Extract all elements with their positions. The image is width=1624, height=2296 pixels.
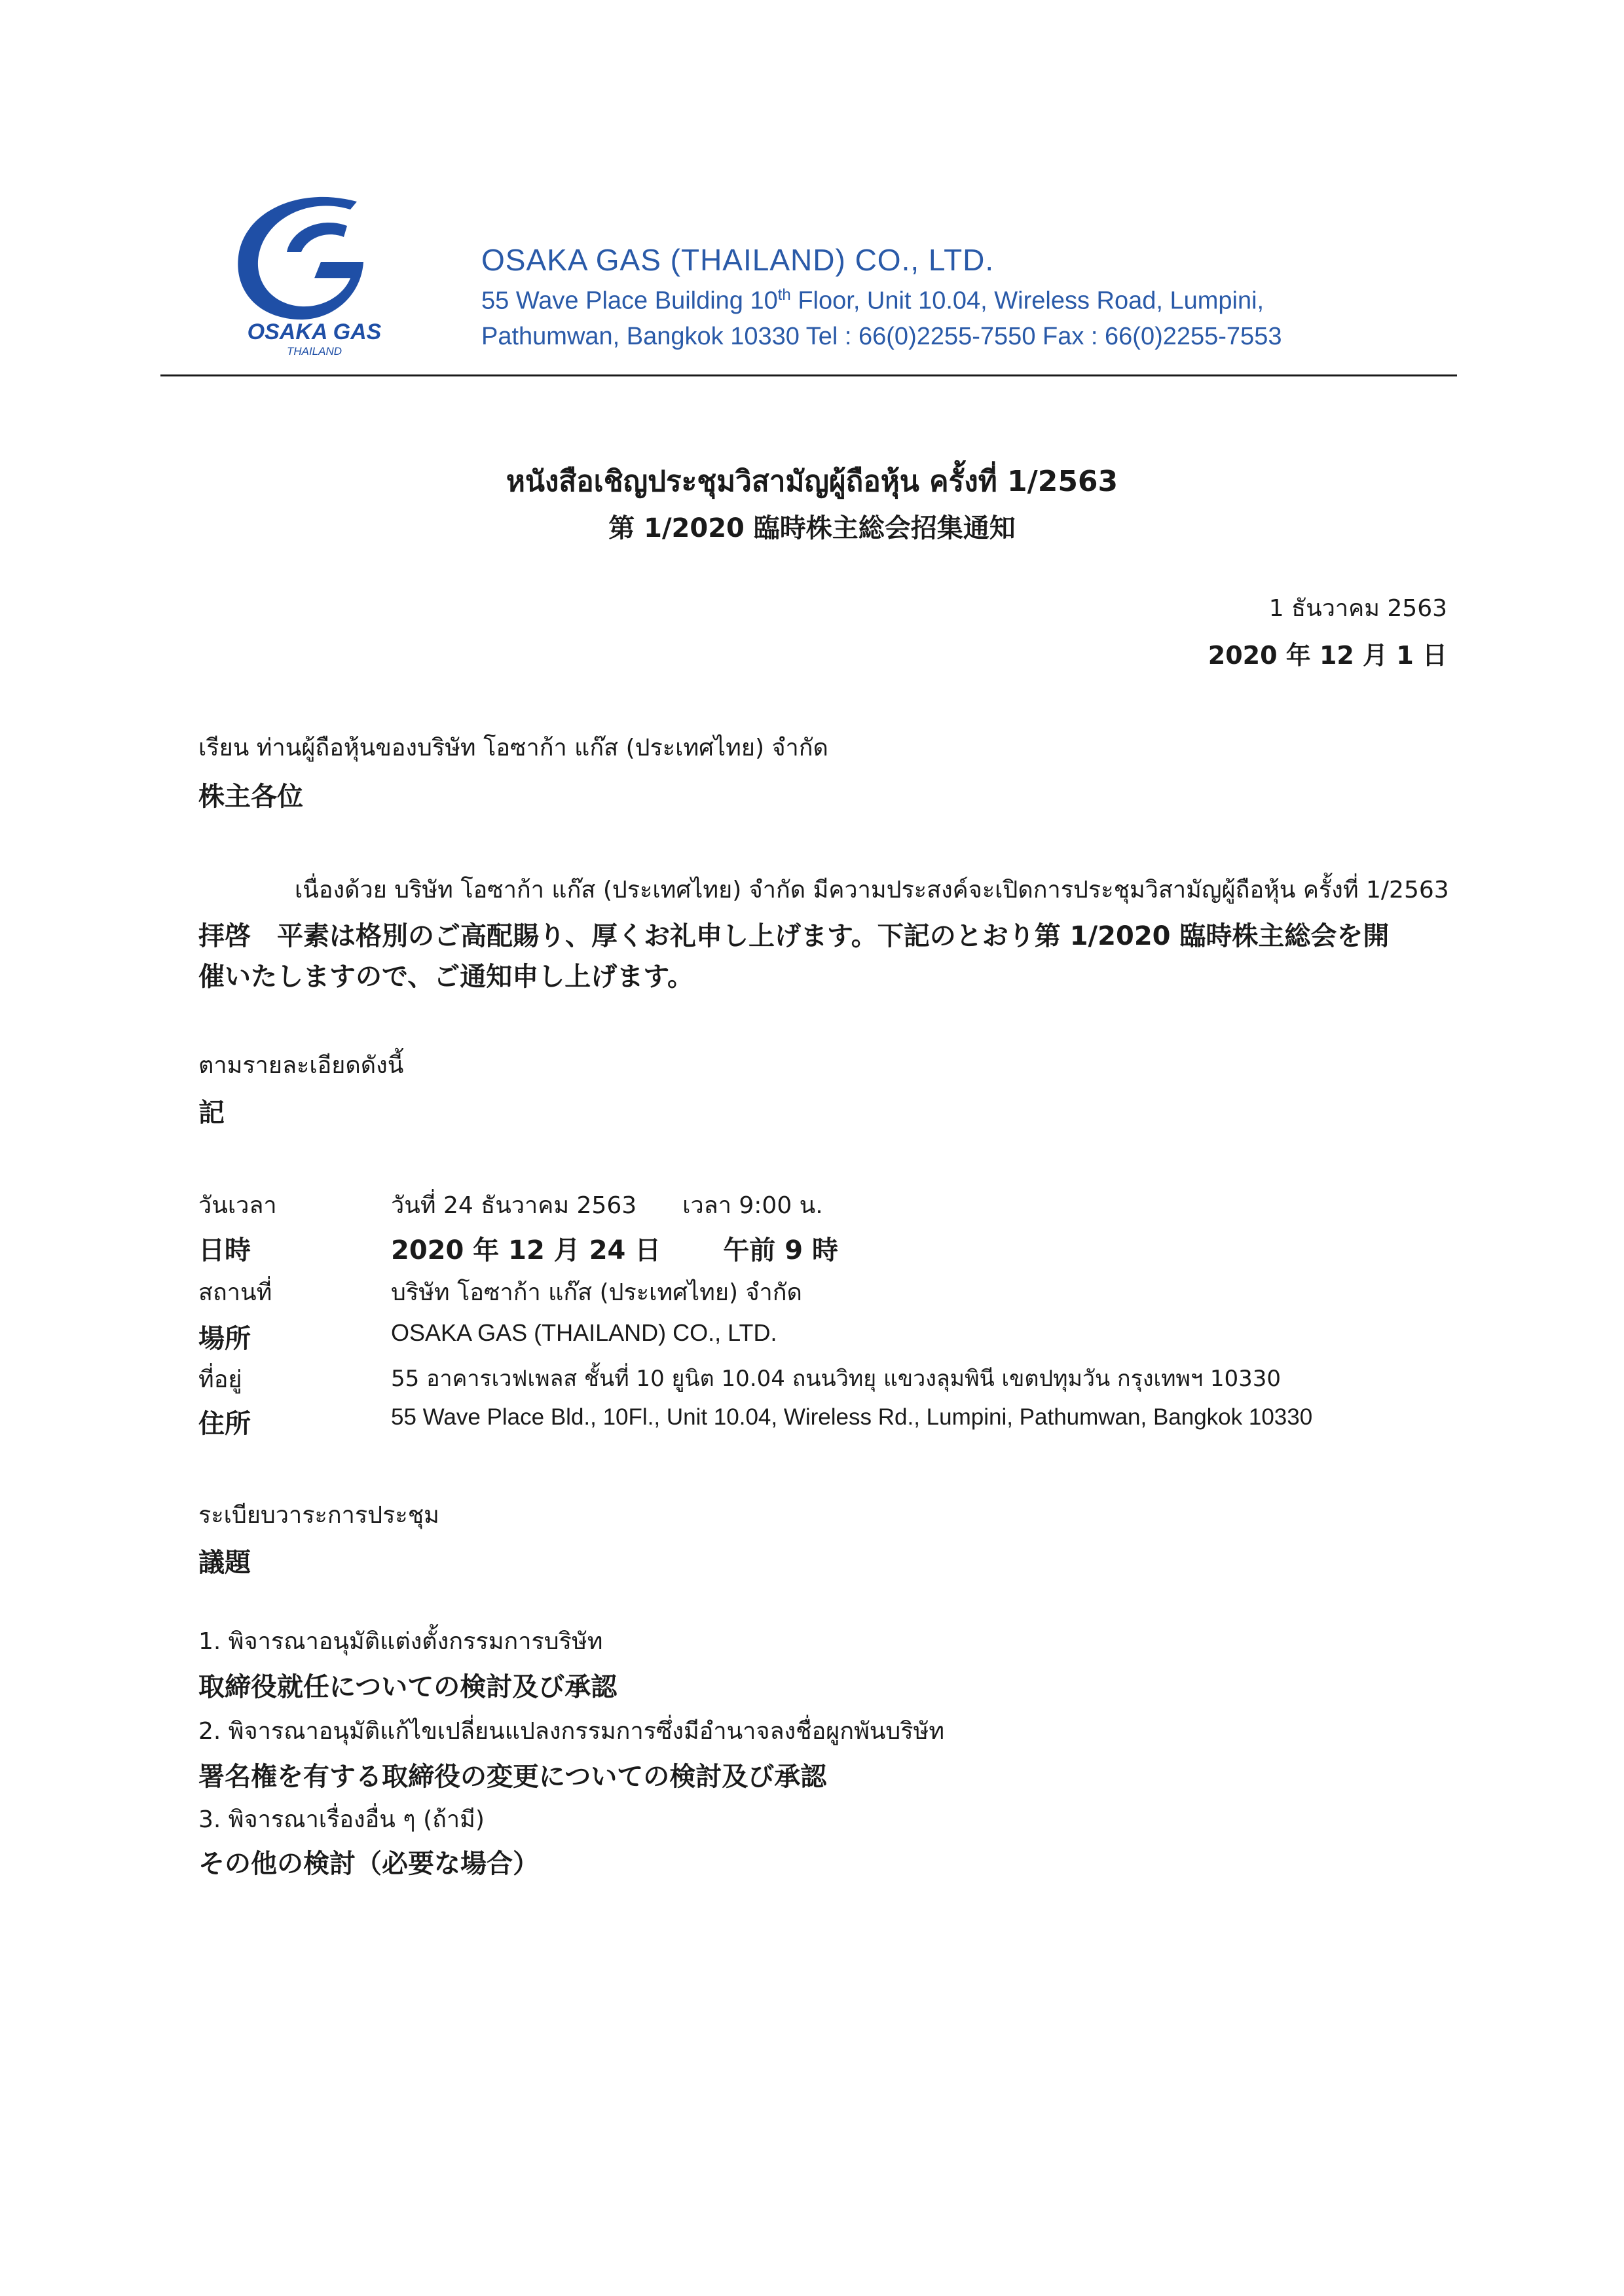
- datetime-value-thai: [391, 1186, 823, 1224]
- place-label-japanese: 場所: [198, 1324, 251, 1354]
- address-value-japanese: 55 Wave Place Bld., 10Fl., Unit 10.04, Wireless Rd., Lumpini, Pathumwan, Bangkok 10330: [391, 1404, 1313, 1430]
- agenda-item-thai: 2. พิจารณาอนุมัติแก้ไขเปลี่ยนแปลงกรรมการซึ่งมีอำนาจลงชื่อผูกพันบริษัท: [198, 1718, 945, 1745]
- address-line1-sup: th: [777, 286, 791, 304]
- address-label-japanese: 住所: [198, 1409, 251, 1439]
- agenda-item-japanese: その他の検討（必要な場合）: [198, 1849, 539, 1879]
- datetime-label-thai: วันเวลา: [198, 1192, 277, 1219]
- intro-thai: เนื่องด้วย บริษัท โอซาก้า แก๊ส (ประเทศไทย) จำกัด มีความประสงค์จะเปิดการประชุมวิสามัญผู้ถือหุ้น ครั้งที่ 1/2563: [295, 877, 1449, 903]
- intro-japanese-line2: 催いたしますので、ご通知申し上げます。: [198, 962, 693, 992]
- intro-japanese-line1: 拝啓 平素は格別のご高配賜り、厚くお礼申し上げます。下記のとおり第 1/2020 臨時株主総会を開: [198, 921, 1390, 951]
- place-label-thai: สถานที่: [198, 1279, 272, 1306]
- title-thai: หนังสือเชิญประชุมวิสามัญผู้ถือหุ้น ครั้งที่ 1/2563: [506, 465, 1118, 498]
- address-label-thai: ที่อยู่: [198, 1366, 242, 1393]
- agenda-item-japanese: 取締役就任についての検討及び承認: [198, 1672, 618, 1702]
- datetime-value-japanese: [391, 1230, 838, 1267]
- details-heading-japanese: 記: [198, 1098, 225, 1128]
- address-line1-post: Floor, Unit 10.04, Wireless Road, Lumpini,: [790, 287, 1264, 315]
- agenda-heading-japanese: 議題: [198, 1548, 251, 1578]
- osaka-gas-logo-icon: [216, 190, 413, 360]
- address-line1-pre: 55 Wave Place Building 10: [481, 287, 778, 315]
- title-japanese: 第 1/2020 臨時株主総会招集通知: [608, 513, 1016, 543]
- company-address-line1: [481, 286, 1264, 316]
- date-thai: 1 ธันวาคม 2563: [1268, 595, 1447, 622]
- datetime-time-thai: เวลา 9:00 น.: [682, 1192, 823, 1219]
- logo-text: OSAKA GAS: [247, 319, 382, 344]
- company-logo: [216, 190, 413, 360]
- datetime-time-japanese: 午前 9 時: [723, 1235, 838, 1266]
- datetime-label-japanese: 日時: [198, 1235, 251, 1266]
- agenda-heading-thai: ระเบียบวาระการประชุม: [198, 1502, 439, 1529]
- logo-subtext: THAILAND: [286, 345, 342, 357]
- place-value-japanese: OSAKA GAS (THAILAND) CO., LTD.: [391, 1319, 777, 1346]
- company-address-line2: Pathumwan, Bangkok 10330 Tel : 66(0)2255-7550 Fax : 66(0)2255-7553: [481, 323, 1282, 350]
- salutation-thai: เรียน ท่านผู้ถือหุ้นของบริษัท โอซาก้า แก๊ส (ประเทศไทย) จำกัด: [198, 735, 828, 761]
- datetime-date-thai: วันที่ 24 ธันวาคม 2563: [391, 1192, 637, 1219]
- header-divider: [160, 374, 1457, 376]
- agenda-item-thai: 1. พิจารณาอนุมัติแต่งตั้งกรรมการบริษัท: [198, 1628, 603, 1655]
- place-value-thai: บริษัท โอซาก้า แก๊ส (ประเทศไทย) จำกัด: [391, 1279, 802, 1306]
- company-name: OSAKA GAS (THAILAND) CO., LTD.: [481, 243, 995, 277]
- agenda-item-thai: 3. พิจารณาเรื่องอื่น ๆ (ถ้ามี): [198, 1806, 485, 1833]
- details-heading-thai: ตามรายละเอียดดังนี้: [198, 1052, 404, 1079]
- address-value-thai: 55 อาคารเวฟเพลส ชั้นที่ 10 ยูนิต 10.04 ถนนวิทยุ แขวงลุมพินี เขตปทุมวัน กรุงเทพฯ 10330: [391, 1366, 1282, 1392]
- date-japanese: 2020 年 12 月 1 日: [1208, 641, 1447, 670]
- datetime-date-japanese: 2020 年 12 月 24 日: [391, 1235, 661, 1266]
- agenda-item-japanese: 署名権を有する取締役の変更についての検討及び承認: [198, 1762, 827, 1792]
- salutation-japanese: 株主各位: [198, 782, 303, 812]
